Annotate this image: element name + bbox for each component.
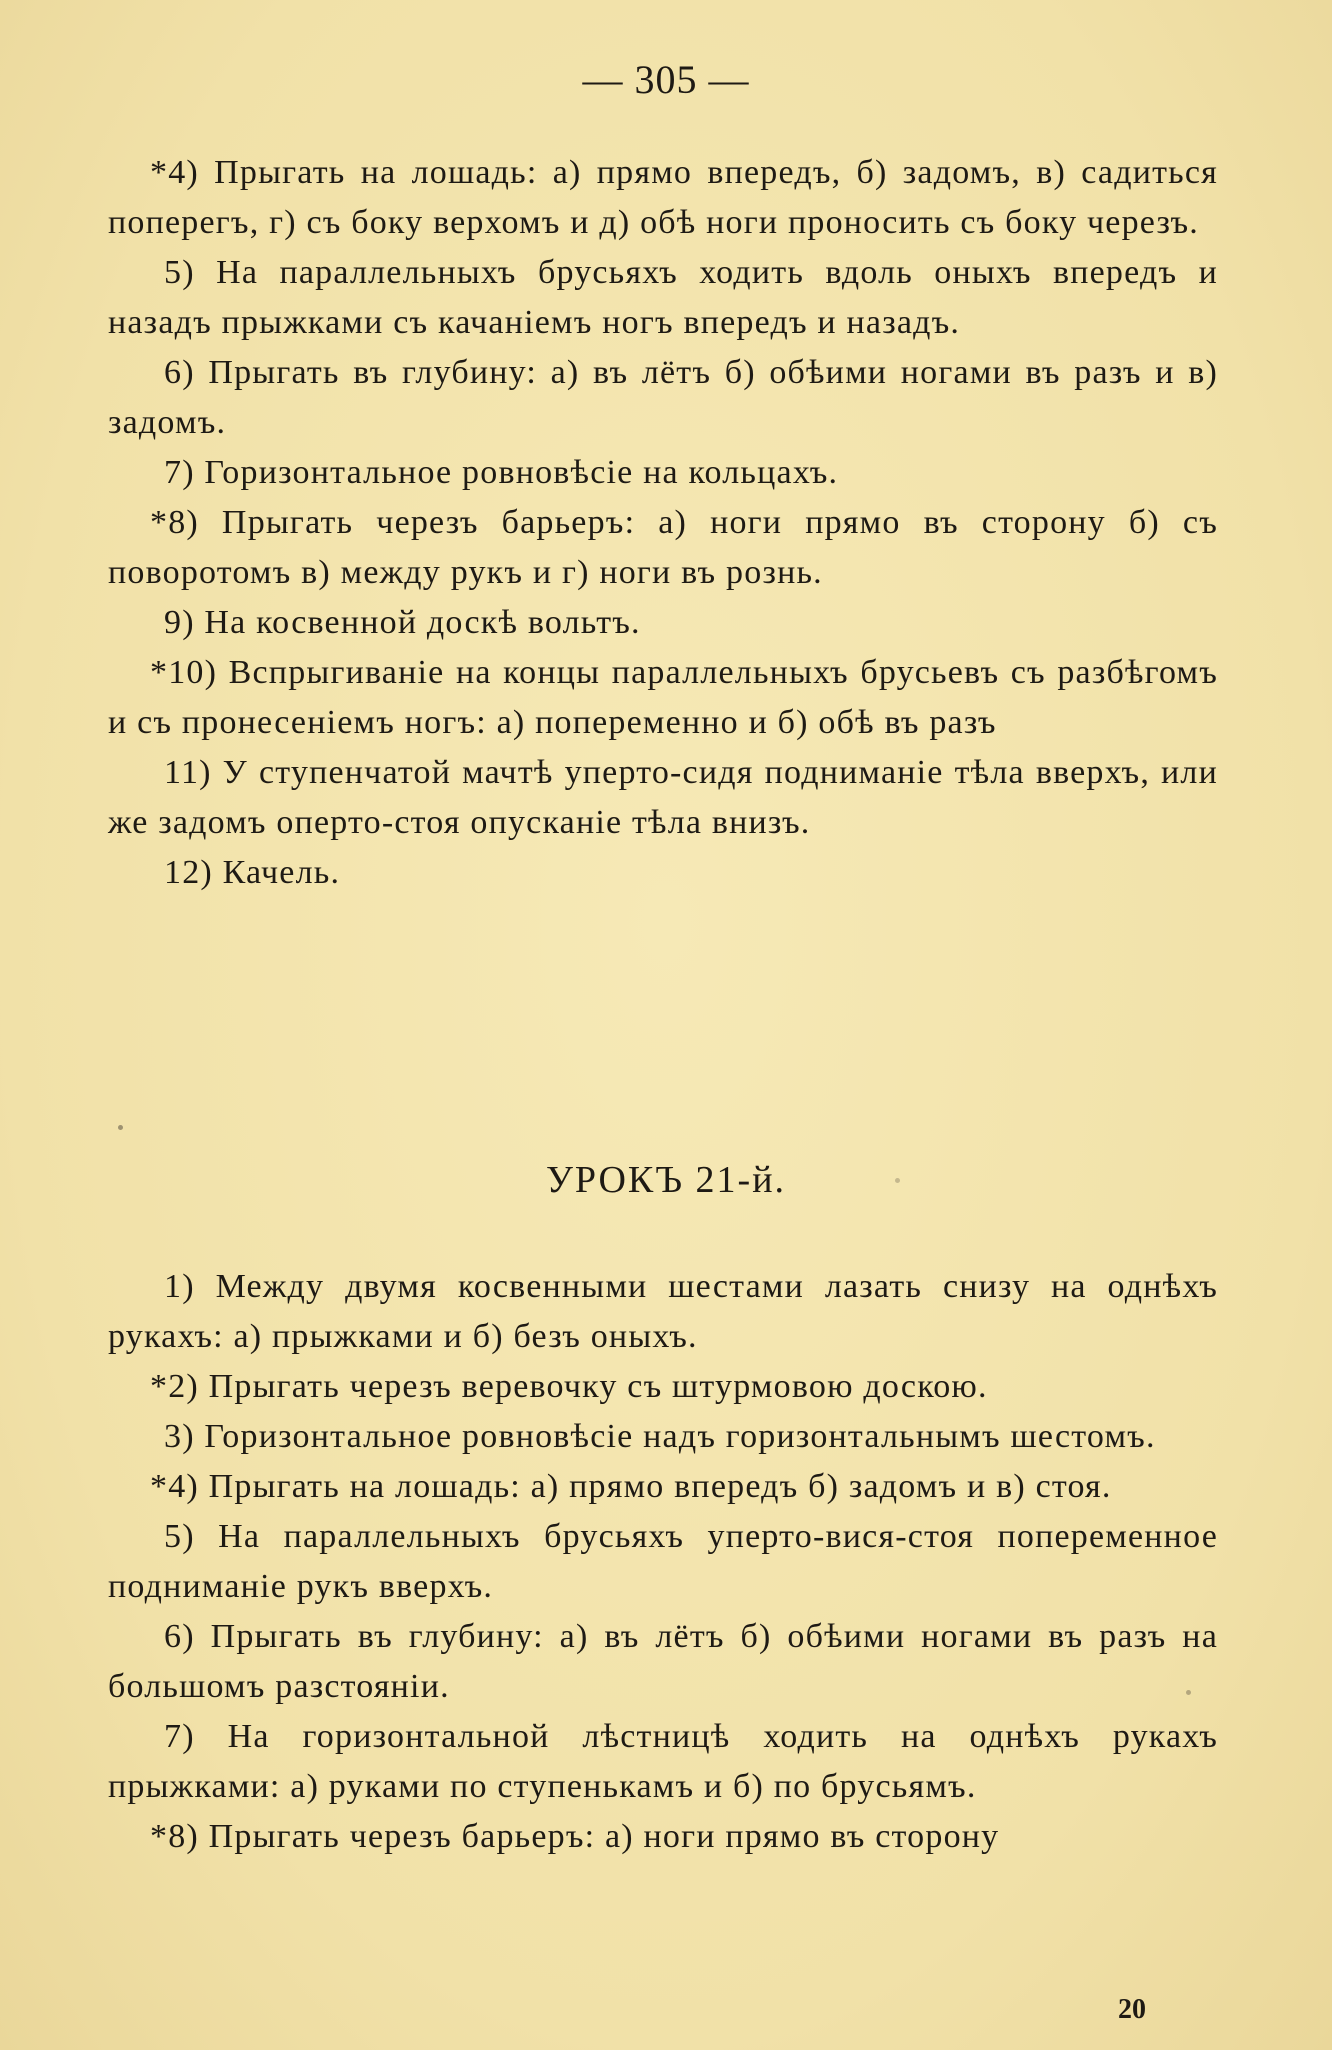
signature-mark: 20 <box>1118 1994 1146 2025</box>
exercise-item: 3) Горизонтальное ровновѣсіе надъ горизонтальнымъ шестомъ. <box>164 1418 1156 1455</box>
print-speck <box>895 1178 900 1183</box>
exercise-item: 6) Прыгать въ глубину: а) въ лётъ б) обѣими ногами въ разъ на большомъ разстояніи. <box>108 1618 1218 1705</box>
exercise-item: *10) Вспрыгиваніе на концы параллельныхъ брусьевъ съ разбѣгомъ и съ пронесеніемъ ногъ: а) попеременно и б) обѣ въ разъ <box>108 654 1218 741</box>
exercise-item: 11) У ступенчатой мачтѣ уперто-сидя подниманіе тѣла вверхъ, или же задомъ оперто-стоя опусканіе тѣла внизъ. <box>108 754 1218 841</box>
print-speck <box>118 1125 123 1130</box>
exercise-list-top <box>108 148 1218 898</box>
exercise-item: 1) Между двумя косвенными шестами лазать снизу на однѣхъ рукахъ: а) прыжками и б) безъ оныхъ. <box>108 1268 1218 1355</box>
exercise-item: 12) Качель. <box>164 854 341 891</box>
exercise-item: 9) На косвенной доскѣ вольтъ. <box>164 604 641 641</box>
exercise-list-bottom <box>108 1262 1218 1862</box>
exercise-item: 7) Горизонтальное ровновѣсіе на кольцахъ. <box>164 454 839 491</box>
page-number: — 305 — <box>582 57 750 102</box>
exercise-item: *4) Прыгать на лошадь: а) прямо впередъ, б) задомъ, в) садиться поперегъ, г) съ боку верхомъ и д) обѣ ноги проносить съ боку черезъ. <box>108 154 1218 241</box>
exercise-item: 7) На горизонтальной лѣстницѣ ходить на однѣхъ рукахъ прыжками: а) руками по ступенькамъ и б) по брусьямъ. <box>108 1718 1218 1805</box>
exercise-item: *8) Прыгать черезъ барьеръ: а) ноги прямо въ сторону <box>150 1818 1000 1855</box>
exercise-item: *2) Прыгать черезъ веревочку съ штурмовою доскою. <box>150 1368 988 1405</box>
exercise-item: *4) Прыгать на лошадь: а) прямо впередъ б) задомъ и в) стоя. <box>150 1468 1112 1505</box>
exercise-item: 5) На параллельныхъ брусьяхъ ходить вдоль оныхъ впередъ и назадъ прыжками съ качаніемъ ногъ впередъ и назадъ. <box>108 254 1218 341</box>
exercise-item: 6) Прыгать въ глубину: а) въ лётъ б) обѣими ногами въ разъ и в) задомъ. <box>108 354 1218 441</box>
print-speck <box>1186 1690 1191 1695</box>
exercise-item: 5) На параллельныхъ брусьяхъ уперто-вися-стоя попеременное подниманіе рукъ вверхъ. <box>108 1518 1218 1605</box>
lesson-heading: УРОКЪ 21-й. <box>545 1159 787 1201</box>
exercise-item: *8) Прыгать черезъ барьеръ: а) ноги прямо въ сторону б) съ поворотомъ в) между рукъ и г) ноги въ рознь. <box>108 504 1218 591</box>
